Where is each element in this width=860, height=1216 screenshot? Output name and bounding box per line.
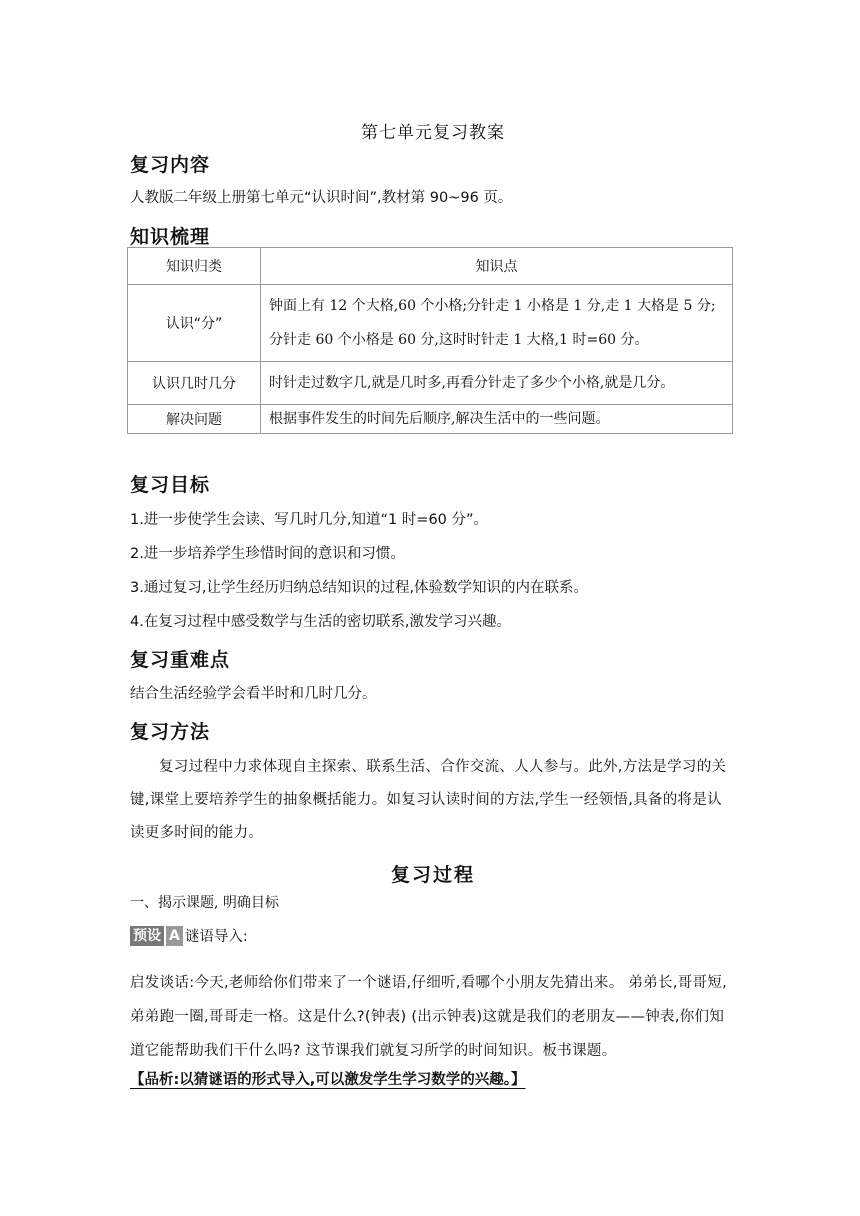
table-cell-category: 认识“分” xyxy=(128,285,261,362)
document-title: 第七单元复习教案 xyxy=(361,123,505,143)
table-header-points: 知识点 xyxy=(261,248,733,285)
table-cell-points: 时针走过数字几,就是几时多,再看分针走了多少个小格,就是几分。 xyxy=(261,362,733,405)
section-heading-method: 复习方法 xyxy=(130,721,211,743)
table-row xyxy=(128,285,733,362)
preset-line xyxy=(130,925,248,946)
table-row xyxy=(128,405,733,434)
section-heading-knowledge: 知识梳理 xyxy=(130,226,211,248)
section-heading-review-content: 复习内容 xyxy=(130,154,211,176)
talk-paragraph: 启发谈话:今天,老师给你们带来了一个谜语,仔细听,看哪个小朋友先猜出来。 弟弟长,哥哥短,弟弟跑一圈,哥哥走一格。这是什么?(钟表) (出示钟表)这就是我们的老朋友——钟表,你们知道它能帮助我们干什么吗? 这节课我们就复习所学的时间知识。板书课题。 xyxy=(130,975,728,1059)
section-heading-goals: 复习目标 xyxy=(130,474,211,496)
goal-item: 4.在复习过程中感受数学与生活的密切联系,激发学习兴趣。 xyxy=(130,614,511,630)
goal-item: 2.进一步培养学生珍惜时间的意识和习惯。 xyxy=(130,546,405,562)
preset-tag: 预设 xyxy=(130,926,164,946)
preset-label: 谜语导入: xyxy=(184,929,248,945)
section-heading-key-points: 复习重难点 xyxy=(130,649,231,671)
knowledge-table xyxy=(127,247,733,434)
preset-letter-tag: A xyxy=(166,926,183,946)
table-header-row xyxy=(128,248,733,285)
process-title: 复习过程 xyxy=(390,864,475,886)
table-cell-category: 认识几时几分 xyxy=(128,362,261,405)
table-cell-category: 解决问题 xyxy=(128,405,261,434)
table-row xyxy=(128,362,733,405)
table-cell-points: 根据事件发生的时间先后顺序,解决生活中的一些问题。 xyxy=(261,405,733,434)
table-cell-points: 钟面上有 12 个大格,60 个小格;分针走 1 小格是 1 分,走 1 大格是 5 分;分针走 60 个小格是 60 分,这时时针走 1 大格,1 时=60 分。 xyxy=(261,285,733,362)
key-points-text: 结合生活经验学会看半时和几时几分。 xyxy=(130,686,377,702)
goal-item: 3.通过复习,让学生经历归纳总结知识的过程,体验数学知识的内在联系。 xyxy=(130,580,589,596)
table-header-category: 知识归类 xyxy=(128,248,261,285)
review-content-text: 人教版二年级上册第七单元“认识时间”,教材第 90~96 页。 xyxy=(130,190,513,206)
analysis-note: 【品析:以猜谜语的形式导入,可以激发学生学习数学的兴趣。】 xyxy=(130,1072,526,1088)
step-one-heading: 一、揭示课题, 明确目标 xyxy=(130,895,279,911)
method-paragraph: 复习过程中力求体现自主探索、联系生活、合作交流、人人参与。此外,方法是学习的关键,课堂上要培养学生的抽象概括能力。如复习认读时间的方法,学生一经领悟,具备的将是认读更多时间的能力。 xyxy=(130,759,727,841)
goal-item: 1.进一步使学生会读、写几时几分,知道“1 时=60 分”。 xyxy=(130,512,489,528)
